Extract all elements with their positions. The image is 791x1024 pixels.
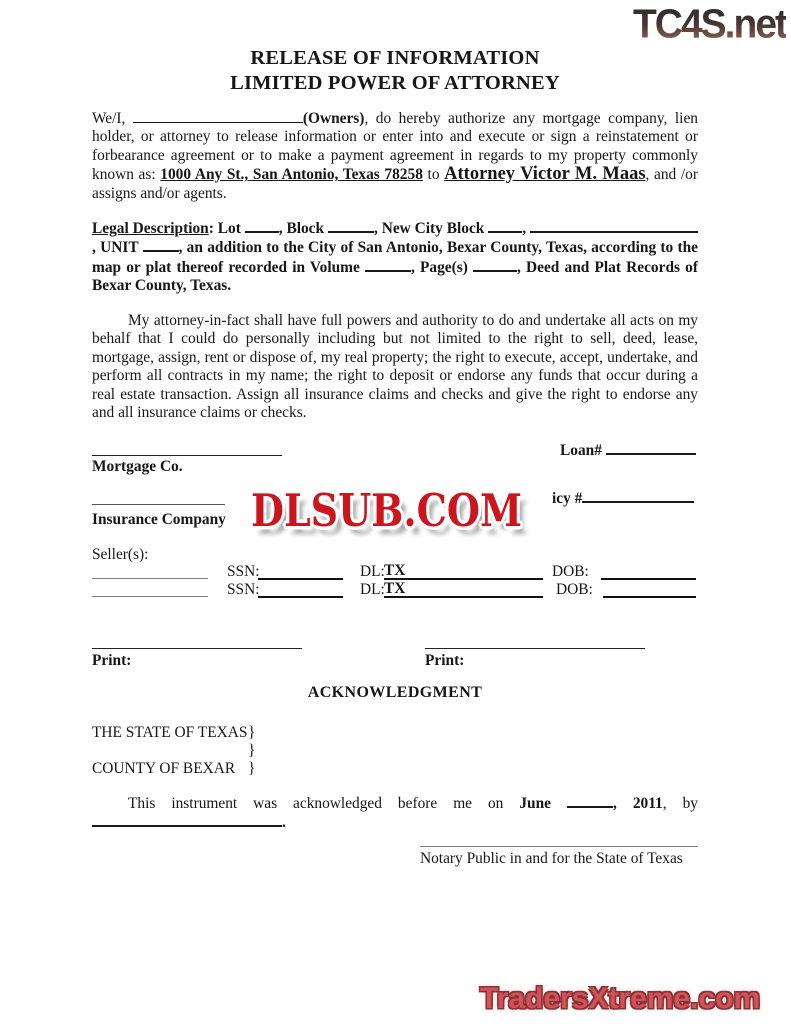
legal-seg-addition: , an addition to the City of San Antonio, Bexar County, Texas, according to the map or plat thereof recorded in Volume <box>92 239 699 276</box>
opening-body: , do hereby authorize any mortgage company, lien holder, or attorney to release information or enter into and execute or sign a reinstatement or forbearance agreement or to make a payment agreement in regards to my property commonly known as: <box>92 110 698 184</box>
owners-blank-line <box>133 110 303 123</box>
ack-name-blank <box>92 813 282 827</box>
pages-blank <box>473 258 517 272</box>
dob-blank <box>601 564 696 580</box>
notary-caption: Notary Public in and for the State of Texas <box>420 850 683 867</box>
legal-seg-pages: , Page(s) <box>410 258 474 276</box>
ack-year: , 2011 <box>613 795 663 812</box>
print-label-left: Print: <box>92 652 132 669</box>
attorney-name: Attorney Victor M. Maas <box>444 164 646 185</box>
ack-lead: This instrument was acknowledged before me on <box>128 795 504 812</box>
acknowledgment-heading: ACKNOWLEDGMENT <box>307 684 483 701</box>
title-line-2: LIMITED POWER OF ATTORNEY <box>230 72 560 94</box>
ssn-label: SSN: <box>227 581 260 598</box>
owners-label: (Owners) <box>302 110 365 127</box>
acknowledgment-paragraph <box>92 794 698 833</box>
ack-tail: , by <box>662 795 698 812</box>
dl-state-value: TX <box>384 562 406 579</box>
dl-label: DL: <box>360 581 385 598</box>
legal-seg-lot: : Lot <box>208 220 245 237</box>
dl-blank <box>384 562 543 580</box>
sellers-label: Seller(s): <box>92 546 149 563</box>
brace: } <box>248 724 256 741</box>
brace: } <box>248 742 256 759</box>
block-blank <box>328 219 374 233</box>
ssn-blank <box>258 582 343 598</box>
volume-blank <box>365 258 411 272</box>
opening-paragraph <box>92 110 698 203</box>
unit-blank <box>143 238 179 252</box>
dob-label: DOB: <box>552 563 589 580</box>
lot-blank <box>245 219 279 233</box>
ssn-blank <box>258 564 343 580</box>
dob-blank <box>603 582 696 598</box>
dl-state-value: TX <box>384 580 406 597</box>
subdivision-blank <box>530 219 698 233</box>
policy-number-blank <box>582 489 694 503</box>
policy-number-field <box>552 489 694 508</box>
watermark-tradersxtreme: TradersXtreme.com <box>480 982 761 1015</box>
notary-signature-line <box>420 832 698 847</box>
signature-line-left <box>92 634 302 649</box>
document-title <box>92 46 698 96</box>
venue-block <box>92 724 255 778</box>
print-label-right: Print: <box>425 652 465 669</box>
brace: } <box>248 760 256 777</box>
ack-period: . <box>282 814 286 832</box>
opening-tail: , and /or assigns and/or agents. <box>92 166 698 202</box>
new-city-block-blank <box>488 219 522 233</box>
dob-label: DOB: <box>556 581 593 598</box>
policy-label-visible: icy # <box>552 490 583 507</box>
watermark-dlsub: DLSUB.COM <box>251 483 523 537</box>
opening-lead: We/I, <box>92 110 126 127</box>
insurance-company-label: Insurance Company <box>92 511 226 528</box>
title-line-1: RELEASE OF INFORMATION <box>250 47 540 69</box>
dl-blank <box>384 580 543 598</box>
property-address: 1000 Any St., San Antonio, Texas 78258 <box>160 166 423 184</box>
venue-spacer <box>92 742 248 760</box>
seller-name-line <box>92 582 208 597</box>
loan-label: Loan# <box>560 442 602 459</box>
mortgage-company-label: Mortgage Co. <box>92 458 183 475</box>
ack-month: June <box>519 795 552 812</box>
legal-seg-unit: , UNIT <box>92 239 143 257</box>
ack-day-blank <box>567 794 613 808</box>
county-of-bexar-label: COUNTY OF BEXAR <box>92 760 236 777</box>
legal-seg-ncb: , New City Block <box>373 220 489 237</box>
legal-label: Legal Description <box>92 220 209 237</box>
insurance-company-line <box>92 490 225 505</box>
legal-seg-block: , Block <box>278 220 328 237</box>
loan-number-field <box>560 441 696 460</box>
legal-seg-comma: , <box>522 220 527 237</box>
ssn-label: SSN: <box>227 563 260 580</box>
watermark-tc4s: TC4S.net <box>632 1 786 48</box>
legal-description-paragraph <box>92 219 698 296</box>
opening-to: to <box>422 166 445 184</box>
legal-seg-deed: , Deed and Plat Records of Bexar County, Texas. <box>92 258 698 295</box>
mortgage-company-line <box>92 441 282 456</box>
powers-paragraph: My attorney-in-fact shall have full powers and authority to do and undertake all acts on my behalf that I could do personally including but not limited to the right to sell, deed, lease, mortgage, assign, rent or dispose of, my real property; the right to execute, accept, undertake, and perform all contracts in my name; the right to deposit or endorse any funds that occur during a real estate transaction. Assign all insurance claims and checks and give the right to endorse any and all insurance claims or checks. <box>92 312 698 422</box>
dl-label: DL: <box>360 563 385 580</box>
state-of-texas-label: THE STATE OF TEXAS <box>92 724 248 741</box>
loan-number-blank <box>606 441 696 455</box>
signature-line-right <box>425 634 645 649</box>
seller-name-line <box>92 564 208 579</box>
